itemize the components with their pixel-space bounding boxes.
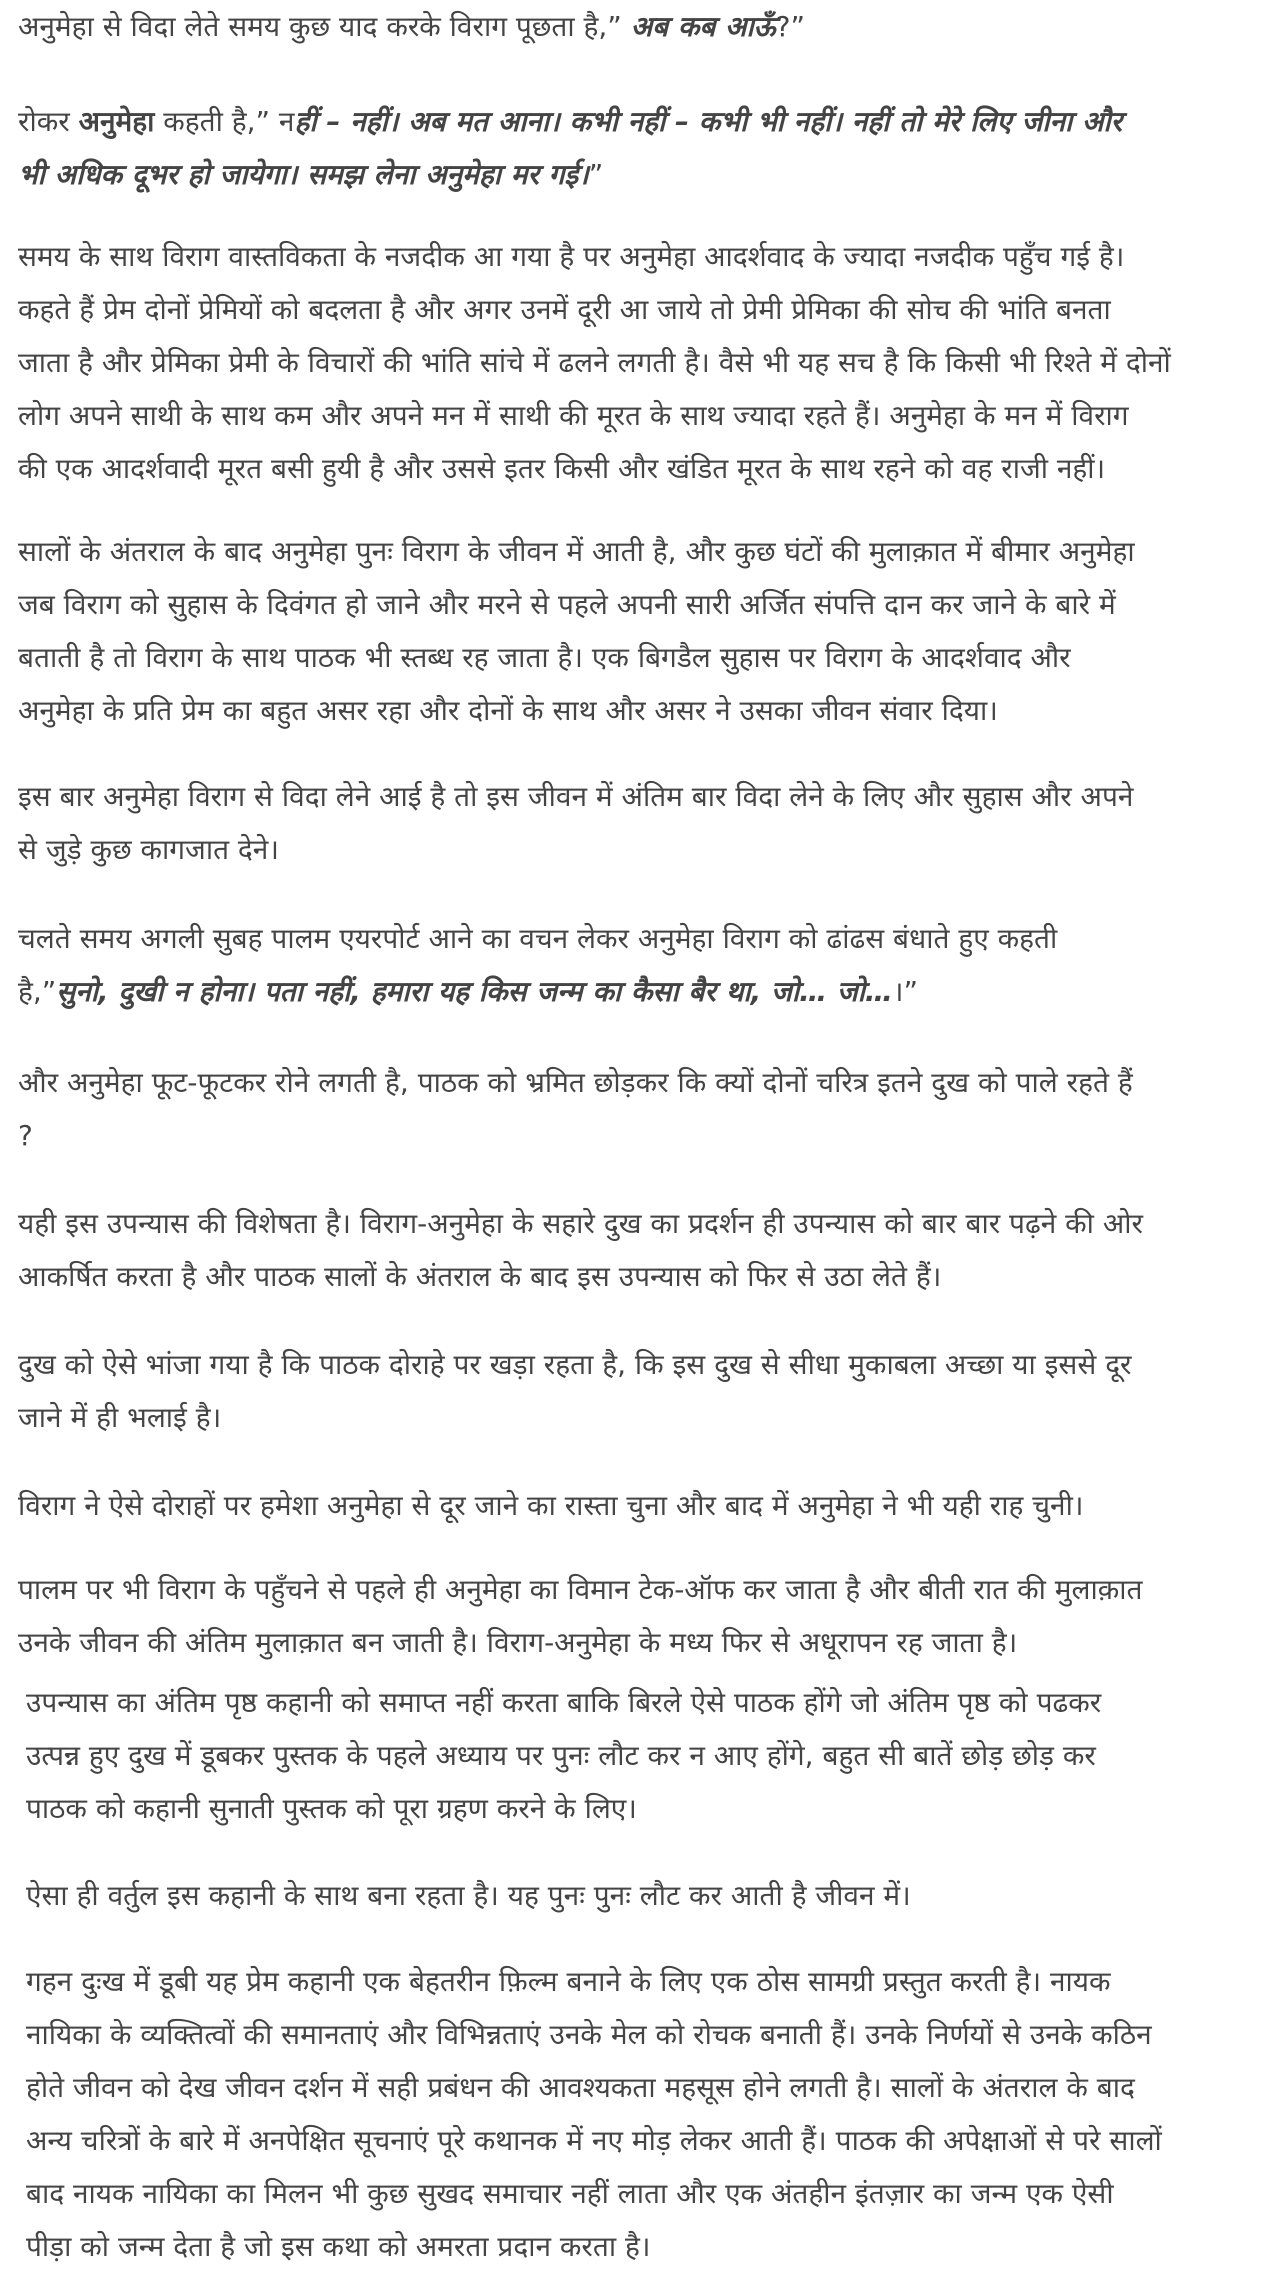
text-line	[18, 823, 1133, 876]
paragraph-idealism	[18, 230, 1171, 495]
text-run: सालों के अंतराल के बाद अनुमेहा पुनः विराग के जीवन में आती है, और कुछ घंटों की मुलाक़ात में बीमार अनुमेहा	[18, 535, 1135, 568]
text-run: अन्य चरित्रों के बारे में अनपेक्षित सूचनाएं पूरे कथानक में नए मोड़ लेकर आती हैं। पाठक की अपेक्षाओं से परे सालों	[26, 2124, 1162, 2157]
text-run: रोकर	[18, 105, 79, 138]
paragraph-anumeha-reply	[18, 95, 1122, 201]
text-line	[18, 1250, 1143, 1303]
text-run: ।”	[892, 975, 918, 1008]
text-line	[18, 1563, 1142, 1616]
text-run: विराग ने ऐसे दोराहों पर हमेशा अनुमेहा से दूर जाने का रास्ता चुना और बाद में अनुमेहा ने भी यही राह चुनी।	[18, 1489, 1084, 1522]
text-line	[18, 631, 1135, 684]
paragraph-airport-promise	[18, 912, 1057, 1018]
paragraph-palam-takeoff	[18, 1563, 1142, 1669]
text-line	[18, 1391, 1132, 1444]
text-run: जब विराग को सुहास के दिवंगत हो जाने और मरने से पहले अपनी सारी अर्जित संपत्ति दान कर जाने के बारे में	[18, 588, 1116, 621]
text-line	[18, 1479, 1083, 1532]
text-run: कहती है,” न	[154, 105, 295, 138]
text-run: उत्पन्न हुए दुख में डूबकर पुस्तक के पहले अध्याय पर पुनः लौट कर न आए होंगे, बहुत सी बातें छोड़ छोड़ कर	[26, 1739, 1096, 1772]
bold-name: अनुमेहा	[78, 105, 155, 138]
text-line	[18, 684, 1135, 737]
text-line	[18, 1109, 1133, 1162]
text-run: दुख को ऐसे भांजा गया है कि पाठक दोराहे पर खड़ा रहता है, कि इस दुख से सीधा मुकाबला अच्छा या इससे दूर	[18, 1348, 1132, 1381]
paragraph-novel-specialty	[18, 1197, 1143, 1303]
text-line	[18, 1616, 1142, 1669]
text-line	[26, 1782, 1101, 1835]
text-run: जाने में ही भलाई है।	[18, 1401, 222, 1434]
text-run: ?	[18, 1119, 33, 1152]
text-run: बाद नायक नायिका का मिलन भी कुछ सुखद समाचार नहीं लाता और एक अंतहीन इंतज़ार का जन्म एक ऐसी	[26, 2177, 1114, 2210]
paragraph-weeping	[18, 1056, 1133, 1162]
text-run: अनुमेहा के प्रति प्रेम का बहुत असर रहा और दोनों के साथ और असर ने उसका जीवन संवार दिया।	[18, 694, 998, 727]
text-run: उपन्यास का अंतिम पृष्ठ कहानी को समाप्त नहीं करता बाकि बिरले ऐसे पाठक होंगे जो अंतिम पृष्ठ को पढकर	[26, 1686, 1102, 1719]
text-run: ऐसा ही वर्तुल इस कहानी के साथ बना रहता है। यह पुनः पुनः लौट कर आती है जीवन में।	[26, 1879, 911, 1912]
text-run: अनुमेहा से विदा लेते समय कुछ याद करके विराग पूछता है,”	[18, 10, 631, 43]
text-line	[18, 525, 1135, 578]
text-run: पीड़ा को जन्म देता है जो इस कथा को अमरता प्रदान करता है।	[26, 2230, 651, 2263]
text-run: होते जीवन को देख जीवन दर्शन में सही प्रबंधन की आवश्यकता महसूस होने लगती है। सालों के अंतराल के बाद	[26, 2071, 1135, 2104]
text-line	[18, 336, 1171, 389]
paragraph-suhas-news	[18, 525, 1135, 737]
text-line	[18, 1056, 1133, 1109]
text-line	[18, 912, 1057, 965]
text-run: पाठक को कहानी सुनाती पुस्तक को पूरा ग्रहण करने के लिए।	[26, 1792, 637, 1825]
text-line	[26, 2220, 1162, 2273]
text-line	[18, 1338, 1132, 1391]
text-line	[26, 1676, 1101, 1729]
text-line	[26, 1869, 911, 1922]
emphasized-quote: भी अधिक दूभर हो जायेगा। समझ लेना अनुमेहा मर गई।	[18, 158, 589, 191]
text-run: जाता है और प्रेमिका प्रेमी के विचारों की भांति सांचे में ढलने लगती है। वैसे भी यह सच है कि किसी भी रिश्ते में दोनों	[18, 346, 1171, 379]
text-line	[18, 95, 1122, 148]
text-run: की एक आदर्शवादी मूरत बसी हुयी है और उससे इतर किसी और खंडित मूरत के साथ रहने को वह राजी नहीं।	[18, 452, 1106, 485]
text-run: लोग अपने साथी के साथ कम और अपने मन में साथी की मूरत के साथ ज्यादा रहते हैं। अनुमेहा के मन में विराग	[18, 399, 1129, 432]
paragraph-last-farewell	[18, 770, 1133, 876]
text-line	[18, 442, 1171, 495]
text-run: कहते हैं प्रेम दोनों प्रेमियों को बदलता है और अगर उनमें दूरी आ जाये तो प्रेमी प्रेमिका की सोच की भांति बनता	[18, 293, 1111, 326]
emphasized-quote: हीं – नहीं। अब मत आना। कभी नहीं – कभी भी नहीं। नहीं तो मेरे लिए जीना और	[294, 105, 1123, 138]
paragraph-cycle	[26, 1869, 911, 1922]
text-line	[26, 1729, 1101, 1782]
text-run: से जुड़े कुछ कागजात देने।	[18, 833, 279, 866]
text-line	[18, 1197, 1143, 1250]
text-line	[18, 148, 1122, 201]
paragraph-last-page	[26, 1676, 1101, 1835]
text-line	[26, 2167, 1162, 2220]
emphasized-quote: अब कब आऊँ	[630, 10, 776, 43]
text-run: बताती है तो विराग के साथ पाठक भी स्तब्ध रह जाता है। एक बिगडैल सुहास पर विराग के आदर्शवाद और	[18, 641, 1071, 674]
text-run: गहन दुःख में डूबी यह प्रेम कहानी एक बेहतरीन फ़िल्म बनाने के लिए एक ठोस सामग्री प्रस्तुत करती है। नायक	[26, 1965, 1111, 1998]
text-run: है,”	[18, 975, 57, 1008]
emphasized-quote: सुनो, दुखी न होना। पता नहीं, हमारा यह किस जन्म का कैसा बैर था, जो… जो…	[56, 975, 893, 1008]
text-run: नायिका के व्यक्तित्वों की समानताएं और विभिन्नताएं उनके मेल को रोचक बनाती हैं। उनके निर्णयों से उनके कठिन	[26, 2018, 1152, 2051]
text-run: ?”	[775, 10, 806, 43]
text-line	[26, 2008, 1162, 2061]
text-run: चलते समय अगली सुबह पालम एयरपोर्ट आने का वचन लेकर अनुमेहा विराग को ढांढस बंधाते हुए कहती	[18, 922, 1058, 955]
text-line	[18, 389, 1171, 442]
paragraph-chosen-path	[18, 1479, 1083, 1532]
text-line	[18, 0, 805, 53]
text-run: और अनुमेहा फूट-फूटकर रोने लगती है, पाठक को भ्रमित छोड़कर कि क्यों दोनों चरित्र इतने दुख को पाले रहते हैं	[18, 1066, 1133, 1099]
text-line	[18, 283, 1171, 336]
text-run: यही इस उपन्यास की विशेषता है। विराग-अनुमेहा के सहारे दुख का प्रदर्शन ही उपन्यास को बार बार पढ़ने की ओर	[18, 1207, 1143, 1240]
text-run: समय के साथ विराग वास्तविकता के नजदीक आ गया है पर अनुमेहा आदर्शवाद के ज्यादा नजदीक पहुँच गई है।	[18, 240, 1125, 273]
text-line	[26, 2114, 1162, 2167]
text-run: पालम पर भी विराग के पहुँचने से पहले ही अनुमेहा का विमान टेक-ऑफ कर जाता है और बीती रात की मुलाक़ात	[18, 1573, 1143, 1606]
paragraph-film-material	[26, 1955, 1162, 2273]
paragraph-crossroads	[18, 1338, 1132, 1444]
text-line	[18, 578, 1135, 631]
paragraph-farewell-question	[18, 0, 805, 53]
text-line	[18, 770, 1133, 823]
text-line	[26, 1955, 1162, 2008]
text-run: इस बार अनुमेहा विराग से विदा लेने आई है तो इस जीवन में अंतिम बार विदा लेने के लिए और सुहास और अपने	[18, 780, 1134, 813]
text-run: उनके जीवन की अंतिम मुलाक़ात बन जाती है। विराग-अनुमेहा के मध्य फिर से अधूरापन रह जाता है।	[18, 1626, 1018, 1659]
text-line	[18, 230, 1171, 283]
text-run: ”	[588, 158, 604, 191]
text-line	[26, 2061, 1162, 2114]
text-run: आकर्षित करता है और पाठक सालों के अंतराल के बाद इस उपन्यास को फिर से उठा लेते हैं।	[18, 1260, 942, 1293]
text-line	[18, 965, 1057, 1018]
